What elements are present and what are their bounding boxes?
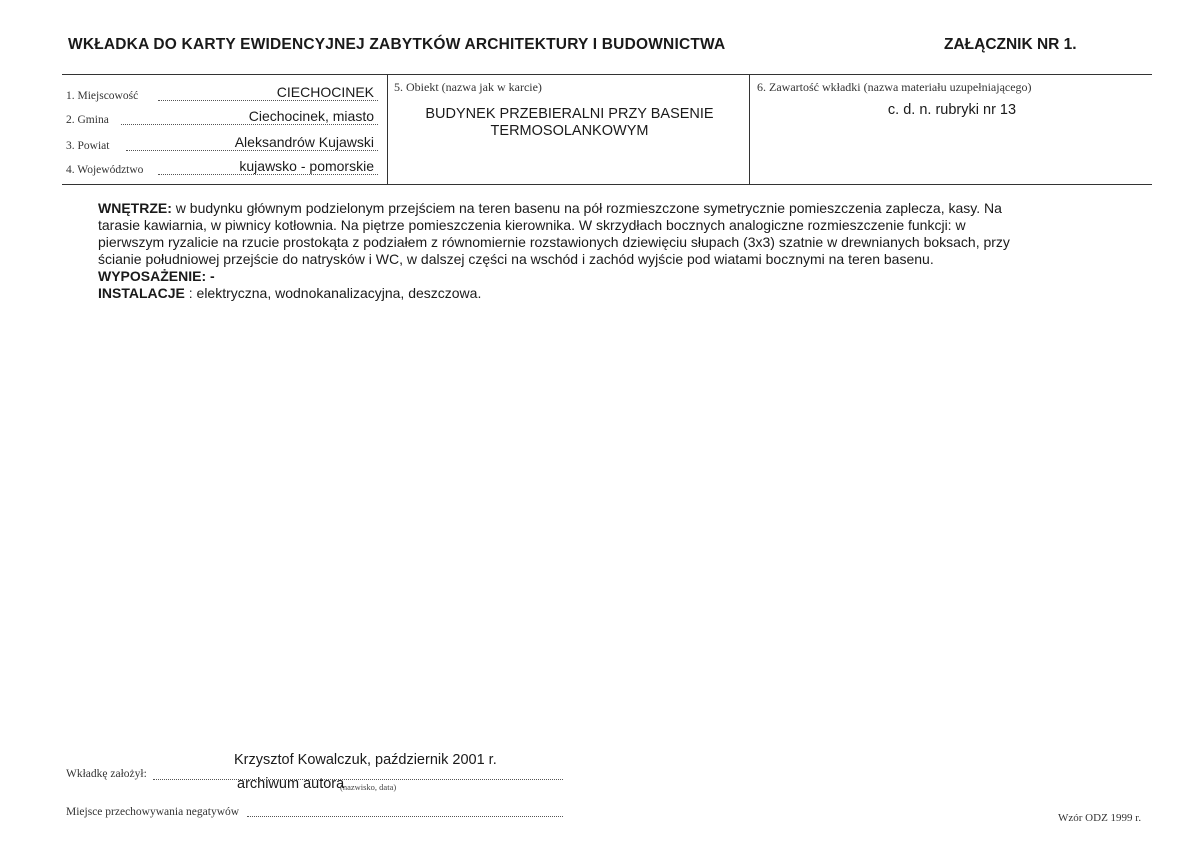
installations-line [98, 285, 1130, 302]
commune-value: Ciechocinek, miasto [248, 108, 374, 124]
installations-text: : elektryczna, wodnokanalizacyjna, deszczowa. [184, 285, 482, 301]
contents-label: 6. Zawartość wkładki (nazwa materiału uzupełniającego) [757, 80, 1032, 94]
created-by-label: Wkładkę założył: [66, 768, 147, 780]
district-value: Aleksandrów Kujawski [234, 134, 374, 150]
district-field [66, 134, 378, 154]
installations-heading: INSTALACJE [98, 285, 185, 301]
town-field [66, 84, 378, 104]
interior-line-2: tarasie kawiarnia, w piwnicy kotłownia. Na piętrze pomieszczenia kierownika. W skrzydłach bocznych analogiczne rozmieszczenie funkcji: w [98, 217, 966, 233]
header-top-rule [62, 74, 1152, 75]
object-value-line-1: BUDYNEK PRZEBIERALNI PRZY BASENIE [425, 106, 714, 122]
voivodeship-value: kujawsko - pomorskie [239, 158, 374, 174]
description-body [98, 200, 1130, 302]
town-value: CIECHOCINEK [276, 84, 374, 100]
equipment-heading: WYPOSAŻENIE: - [98, 268, 215, 284]
negatives-dotted-line [247, 816, 563, 817]
interior-line-4: ścianie południowej przejście do natrysków i WC, w dalszej części na wschód i zachód wyjście pod wiatami bocznymi na teren basenu. [98, 251, 934, 267]
equipment-line [98, 268, 1130, 285]
annex-number: ZAŁĄCZNIK NR 1. [944, 36, 1077, 53]
object-value-line-2: TERMOSOLANKOWYM [490, 123, 649, 139]
object-label: 5. Obiekt (nazwa jak w karcie) [394, 80, 542, 94]
voivodeship-label: 4. Województwo [66, 164, 144, 176]
voivodeship-field [66, 158, 378, 178]
document-title: WKŁADKA DO KARTY EWIDENCYJNEJ ZABYTKÓW ARCHITEKTURY I BUDOWNICTWA [68, 36, 726, 53]
form-version: Wzór ODZ 1999 r. [1058, 812, 1142, 824]
interior-line-1 [98, 200, 1130, 217]
interior-text-1: w budynku głównym podzielonym przejściem na teren basenu na pół rozmieszczone symetrycznie pomieszczenia zaplecza, kasy. Na [171, 200, 1002, 216]
interior-line-3: pierwszym ryzalicie na rzucie prostokąta z podziałem z równomiernie rozstawionych dziewięciu słupach (3x3) szatnie w drewnianych boksach, przy [98, 234, 1010, 250]
archive-hint: (nazwisko, data) [340, 782, 397, 792]
column-divider-1 [387, 74, 388, 185]
negatives-label: Miejsce przechowywania negatywów [66, 806, 240, 818]
object-value [392, 106, 747, 140]
interior-heading: WNĘTRZE: [98, 200, 172, 216]
created-by-dotted-line [153, 779, 563, 780]
contents-value: c. d. n. rubryki nr 13 [887, 102, 1017, 118]
column-divider-2 [749, 74, 750, 185]
commune-field [66, 108, 378, 128]
created-by-value: Krzysztof Kowalczuk, październik 2001 r. [234, 752, 497, 768]
commune-label: 2. Gmina [66, 114, 109, 126]
district-label: 3. Powiat [66, 140, 110, 152]
header-bottom-rule [62, 184, 1152, 185]
town-label: 1. Miejscowość [66, 90, 139, 102]
archive-value: archiwum autora [237, 776, 345, 792]
